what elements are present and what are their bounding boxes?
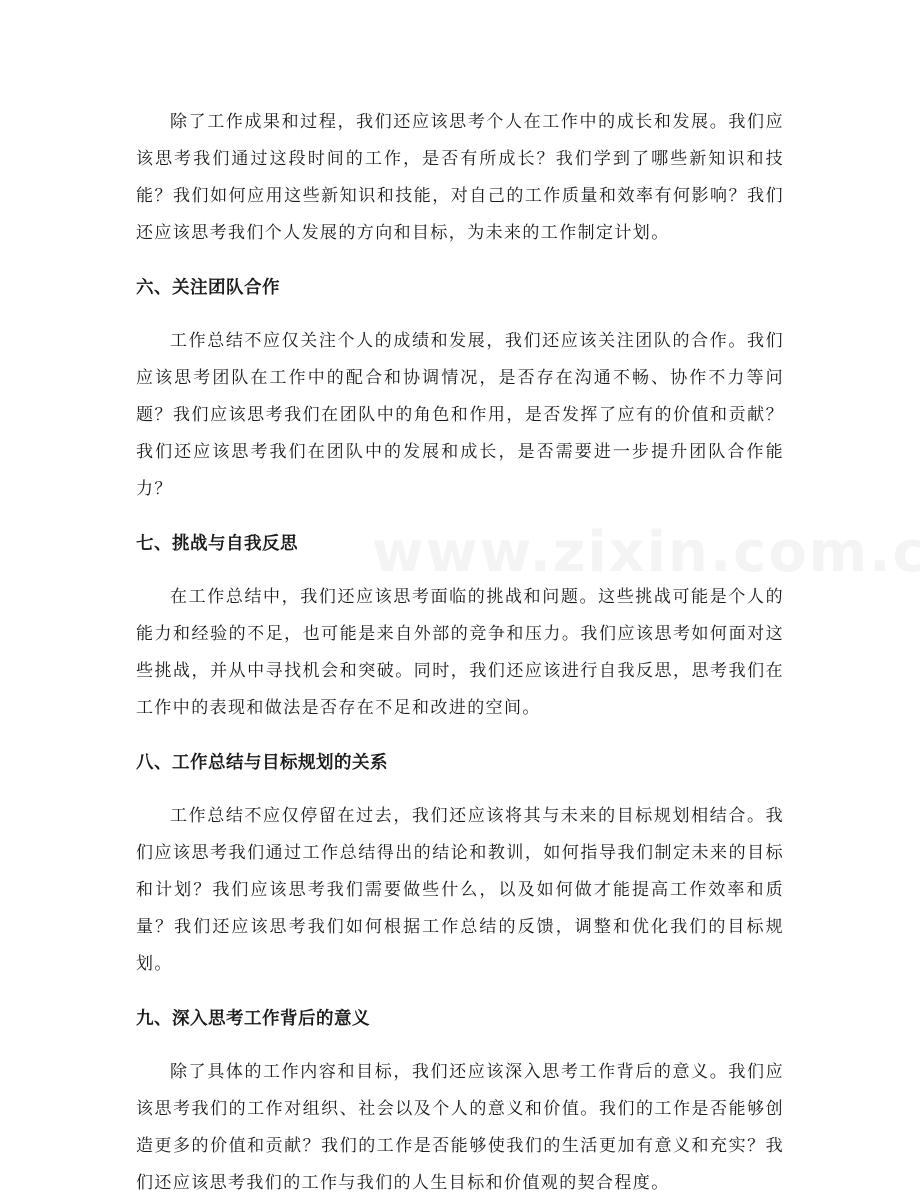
paragraph-meaning-of-work: 除了具体的工作内容和目标，我们还应该深入思考工作背后的意义。我们应该思考我们的工作对组织、社会以及个人的意义和价值。我们的工作是否能够创造更多的价值和贡献？我们的工作是否能够使我们的生活更加有意义和充实？我们还应该思考我们的工作与我们的人生目标和价值观的契合程度。	[136, 1062, 784, 1193]
document-page	[136, 104, 784, 1202]
paragraph-growth: 除了工作成果和过程，我们还应该思考个人在工作中的成长和发展。我们应该思考我们通过这段时间的工作，是否有所成长？我们学到了哪些新知识和技能？我们如何应用这些新知识和技能，对自己的工作质量和效率有何影响？我们还应该思考我们个人发展的方向和目标，为未来的工作制定计划。	[136, 112, 784, 243]
paragraph-goal-planning: 工作总结不应仅停留在过去，我们还应该将其与未来的目标规划相结合。我们应该思考我们通过工作总结得出的结论和教训，如何指导我们制定未来的目标和计划？我们应该思考我们需要做些什么，以及如何做才能提高工作效率和质量？我们还应该思考我们如何根据工作总结的反馈，调整和优化我们的目标规划。	[136, 806, 784, 974]
heading-team-cooperation: 六、关注团队合作	[136, 278, 280, 298]
heading-goal-planning: 八、工作总结与目标规划的关系	[136, 753, 388, 773]
heading-challenges: 七、挑战与自我反思	[136, 534, 298, 554]
paragraph-team-cooperation: 工作总结不应仅关注个人的成绩和发展，我们还应该关注团队的合作。我们应该思考团队在工作中的配合和协调情况，是否存在沟通不畅、协作不力等问题？我们应该思考我们在团队中的角色和作用，是否发挥了应有的价值和贡献？我们还应该思考我们在团队中的发展和成长，是否需要进一步提升团队合作能力？	[136, 331, 784, 499]
paragraph-challenges: 在工作总结中，我们还应该思考面临的挑战和问题。这些挑战可能是个人的能力和经验的不足，也可能是来自外部的竞争和压力。我们应该思考如何面对这些挑战，并从中寻找机会和突破。同时，我们还应该进行自我反思，思考我们在工作中的表现和做法是否存在不足和改进的空间。	[136, 587, 784, 718]
heading-meaning-of-work: 九、深入思考工作背后的意义	[136, 1009, 370, 1029]
